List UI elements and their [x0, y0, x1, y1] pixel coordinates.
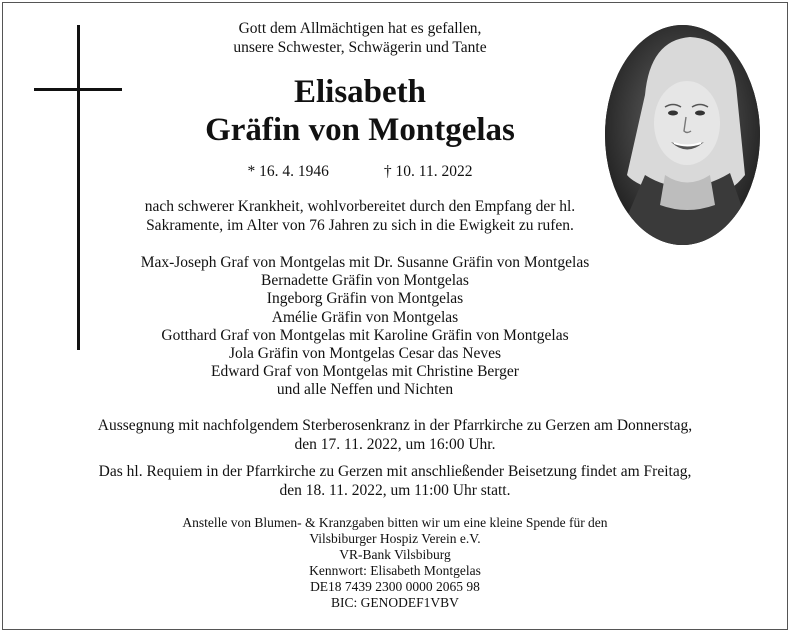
- portrait-illustration: [605, 25, 760, 245]
- announcement-line: den 17. 11. 2022, um 16:00 Uhr.: [294, 436, 496, 453]
- family-name: Gräfin von Montgelas: [205, 112, 515, 148]
- donation-iban: DE18 7439 2300 0000 2065 98: [310, 579, 480, 594]
- mourner-entry: Edward Graf von Montgelas mit Christine Berger: [211, 363, 519, 381]
- death-text-line: nach schwerer Krankheit, wohlvorbereitet durch den Empfang der hl.: [144, 198, 576, 215]
- intro-line: Gott dem Allmächtigen hat es gefallen,: [238, 20, 482, 37]
- deceased-name: [160, 73, 560, 149]
- life-dates: [160, 162, 560, 181]
- blessing-announcement: [30, 416, 760, 454]
- mourner-entry: Max-Joseph Graf von Montgelas mit Dr. Susanne Gräfin von Montgelas: [140, 254, 590, 271]
- announcement-line: Aussegnung mit nachfolgendem Sterberosenkranz in der Pfarrkirche zu Gerzen am Donnerstag,: [97, 417, 693, 434]
- requiem-announcement: [30, 462, 760, 500]
- cross-horizontal-bar: [34, 88, 122, 91]
- death-text-line: Sakramente, im Alter von 76 Jahren zu sich in die Ewigkeit zu rufen.: [146, 217, 574, 234]
- birth-date: * 16. 4. 1946: [247, 163, 329, 180]
- donation-bic: BIC: GENODEF1VBV: [331, 595, 459, 610]
- donation-recipient: Vilsbiburger Hospiz Verein e.V.: [309, 531, 481, 546]
- intro-line: unsere Schwester, Schwägerin und Tante: [233, 39, 487, 56]
- intro-text: [160, 19, 560, 57]
- mourner-entry: Ingeborg Gräfin von Montgelas: [266, 290, 464, 308]
- mourner-entry: und alle Neffen und Nichten: [276, 381, 454, 399]
- donation-bank: VR-Bank Vilsbiburg: [339, 547, 451, 562]
- mourner-entry: Gotthard Graf von Montgelas mit Karoline Gräfin von Montgelas: [161, 326, 569, 344]
- cross-vertical-bar: [77, 25, 80, 350]
- mourner-entry: Bernadette Gräfin von Montgelas: [261, 272, 469, 290]
- mourner-entry: Jola Gräfin von Montgelas Cesar das Neves: [228, 345, 502, 363]
- death-text: [100, 197, 620, 235]
- donation-reference: Kennwort: Elisabeth Montgelas: [309, 563, 481, 578]
- donation-info: [130, 515, 660, 611]
- donation-line: Anstelle von Blumen- & Kranzgaben bitten wir um eine kleine Spende für den: [182, 515, 608, 530]
- announcement-line: Das hl. Requiem in der Pfarrkirche zu Gerzen mit anschließender Beisetzung findet am Freitag,: [98, 463, 692, 480]
- portrait-photo: [605, 25, 760, 245]
- announcement-line: den 18. 11. 2022, um 11:00 Uhr statt.: [279, 482, 511, 499]
- death-date: † 10. 11. 2022: [383, 163, 473, 180]
- mourners-list: [100, 254, 630, 400]
- first-name: Elisabeth: [293, 74, 427, 110]
- mourner-entry: Amélie Gräfin von Montgelas: [271, 308, 459, 326]
